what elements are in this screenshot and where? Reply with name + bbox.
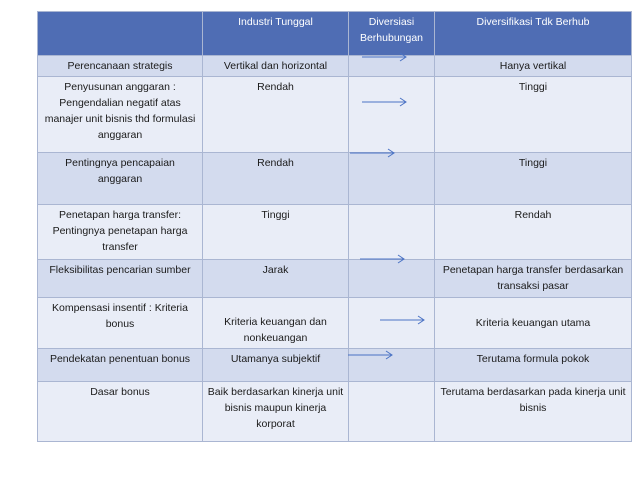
cell-diversifikasi: Tinggi (435, 153, 632, 205)
cell-diversiasi (349, 153, 435, 205)
header-row (38, 12, 632, 56)
cell-diversiasi (349, 260, 435, 298)
table-row (38, 382, 632, 442)
cell-industri-tunggal: Rendah (203, 153, 349, 205)
header-diversifikasi-tdk-berhub: Diversifikasi Tdk Berhub (435, 12, 632, 56)
comparison-table (37, 11, 632, 442)
right-arrow-icon (362, 97, 408, 107)
right-arrow-icon (380, 315, 426, 325)
right-arrow-icon (360, 254, 406, 264)
cell-diversifikasi: Penetapan harga transfer berdasarkan transaksi pasar (435, 260, 632, 298)
cell-diversiasi (349, 205, 435, 260)
cell-diversiasi (349, 77, 435, 153)
row-label: Pendekatan penentuan bonus (38, 349, 203, 382)
row-label: Pentingnya pencapaian anggaran (38, 153, 203, 205)
cell-industri-tunggal: Tinggi (203, 205, 349, 260)
cell-industri-tunggal: Rendah (203, 77, 349, 153)
table-row (38, 56, 632, 77)
row-label: Kompensasi insentif : Kriteria bonus (38, 298, 203, 349)
cell-diversifikasi: Tinggi (435, 77, 632, 153)
cell-diversifikasi: Terutama berdasarkan pada kinerja unit bisnis (435, 382, 632, 442)
table-row (38, 205, 632, 260)
cell-industri-tunggal: Baik berdasarkan kinerja unit bisnis maupun kinerja korporat (203, 382, 349, 442)
table-row (38, 349, 632, 382)
cell-industri-tunggal: Jarak (203, 260, 349, 298)
table-row (38, 77, 632, 153)
cell-industri-tunggal: Vertikal dan horizontal (203, 56, 349, 77)
right-arrow-icon (348, 350, 394, 360)
row-label: Penyusunan anggaran : Pengendalian negatif atas manajer unit bisnis thd formulasi anggaran (38, 77, 203, 153)
header-industri-tunggal: Industri Tunggal (203, 12, 349, 56)
header-diversiasi-berhubungan: Diversiasi Berhubungan (349, 12, 435, 56)
row-label: Dasar bonus (38, 382, 203, 442)
table-row (38, 298, 632, 349)
table-row (38, 153, 632, 205)
row-label: Fleksibilitas pencarian sumber (38, 260, 203, 298)
cell-industri-tunggal: Utamanya subjektif (203, 349, 349, 382)
right-arrow-icon (362, 52, 408, 62)
table-row (38, 260, 632, 298)
cell-diversifikasi: Kriteria keuangan utama (435, 298, 632, 349)
header-empty-cell (38, 12, 203, 56)
cell-industri-tunggal: Kriteria keuangan dan nonkeuangan (203, 298, 349, 349)
right-arrow-icon (350, 148, 396, 158)
row-label: Perencanaan strategis (38, 56, 203, 77)
cell-diversifikasi: Hanya vertikal (435, 56, 632, 77)
cell-diversifikasi: Rendah (435, 205, 632, 260)
row-label: Penetapan harga transfer: Pentingnya penetapan harga transfer (38, 205, 203, 260)
cell-diversiasi (349, 382, 435, 442)
cell-diversifikasi: Terutama formula pokok (435, 349, 632, 382)
